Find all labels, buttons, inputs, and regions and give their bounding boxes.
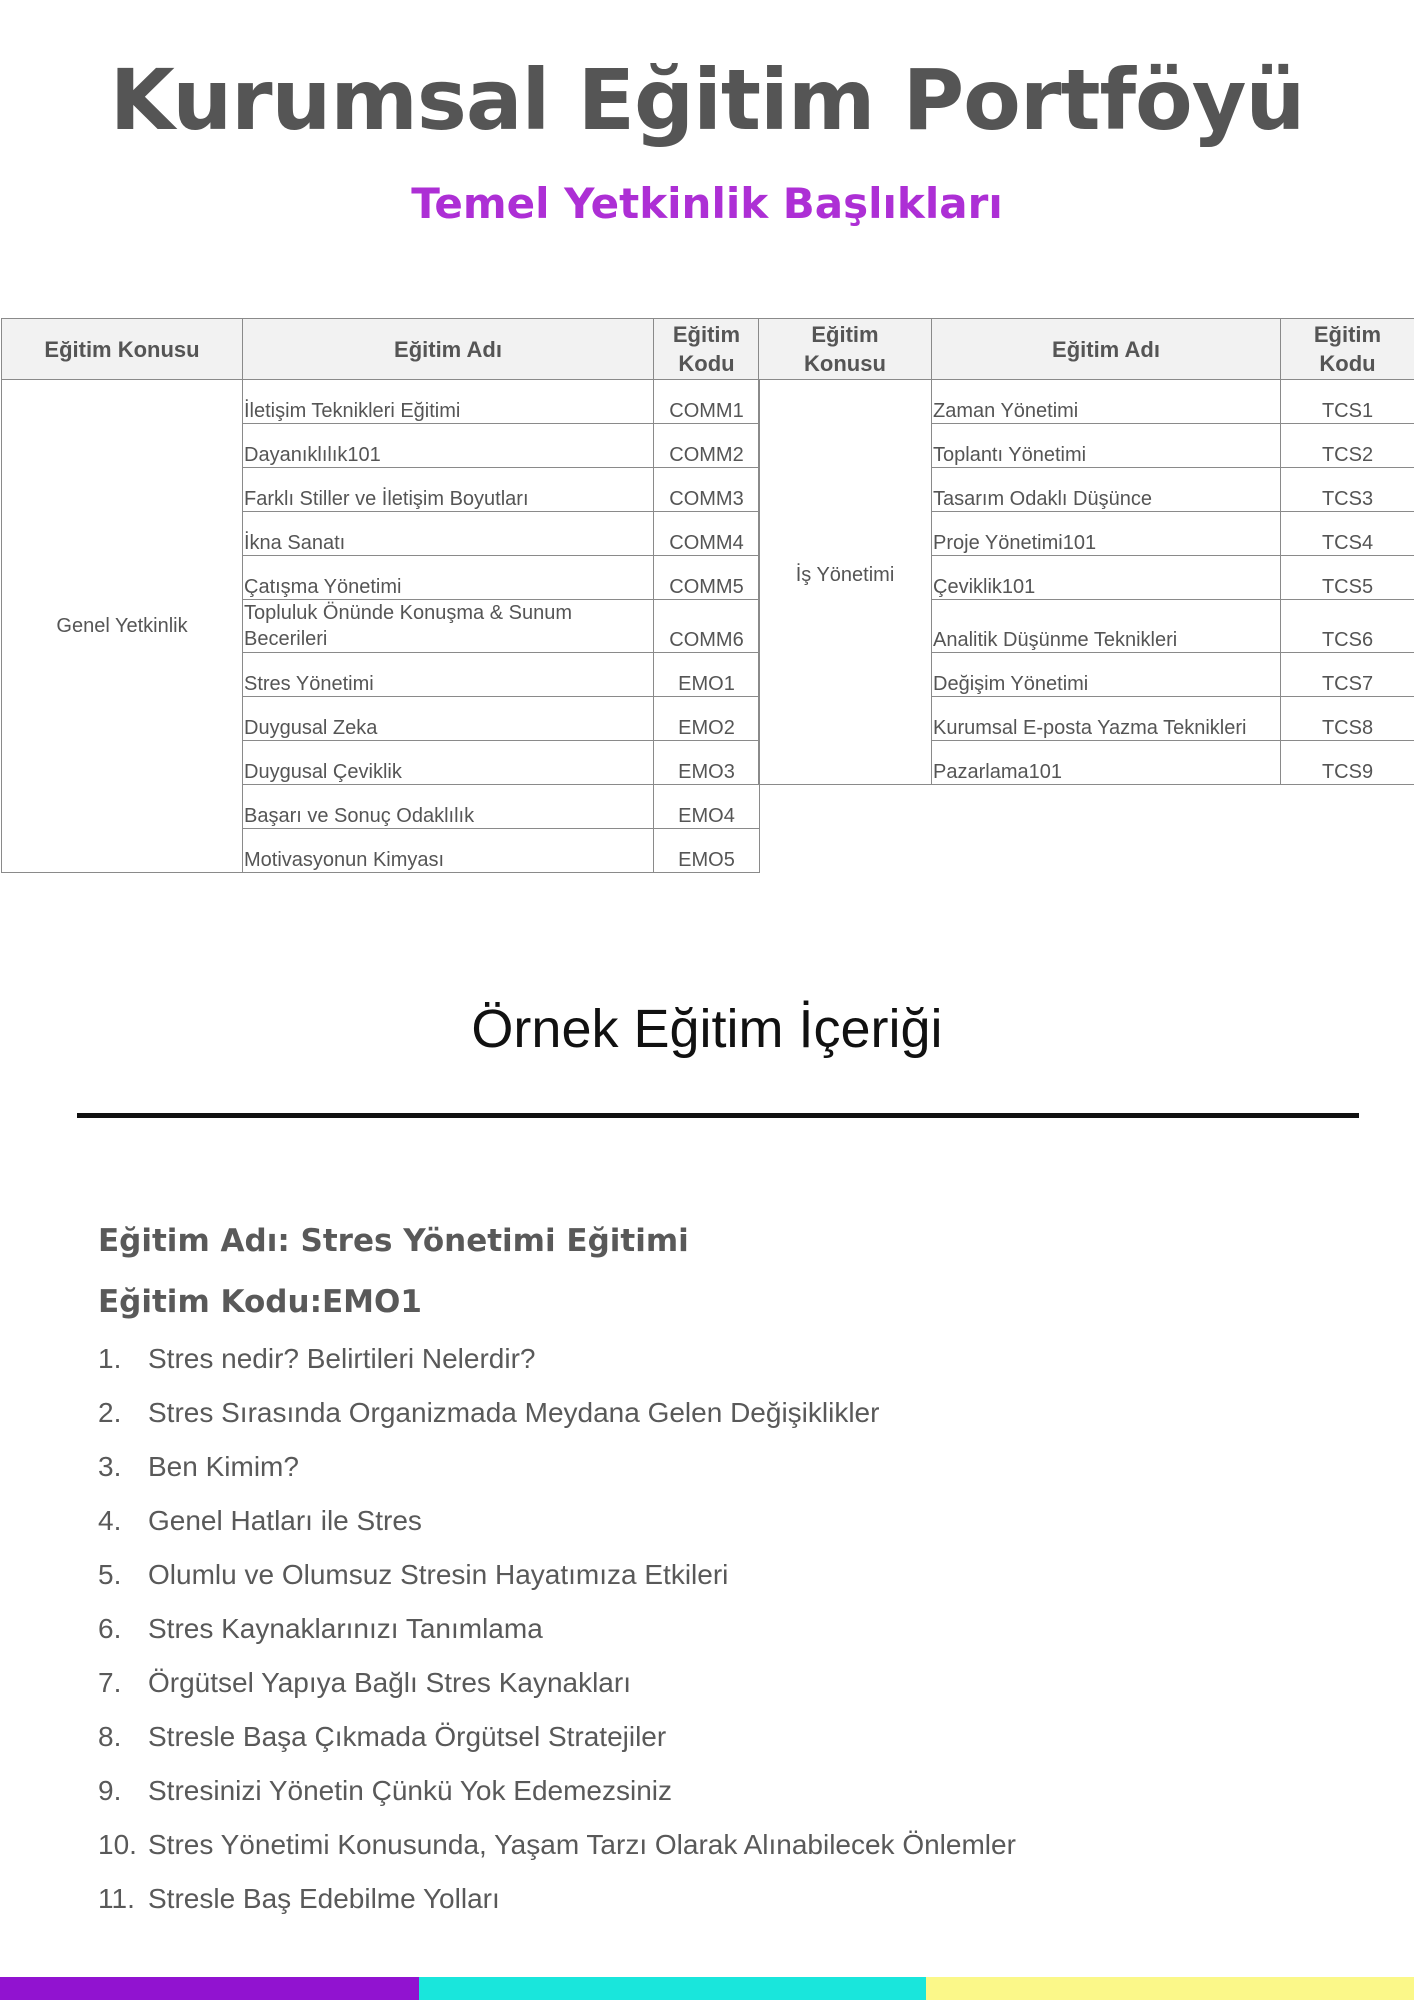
document-title: Kurumsal Eğitim Portföyü (109, 51, 1305, 149)
header-topic: Eğitim Konusu (2, 319, 243, 380)
course-name: Eğitim Adı: Stres Yönetimi Eğitimi (98, 1223, 689, 1259)
course-name-cell: Farklı Stiller ve İletişim Boyutları (243, 468, 654, 512)
list-item-text: Stres Sırasında Organizmada Meydana Gelen Değişiklikler (148, 1397, 880, 1428)
course-name-cell: Değişim Yönetimi (932, 653, 1281, 697)
course-code-cell: TCS5 (1281, 556, 1414, 600)
course-name-cell: Tasarım Odaklı Düşünce (932, 468, 1281, 512)
course-name-cell: Toplantı Yönetimi (932, 424, 1281, 468)
footer-segment-yellow (926, 1977, 1414, 2000)
course-name-cell: İletişim Teknikleri Eğitimi (243, 380, 654, 424)
general-competency-table (1, 318, 760, 873)
course-name-cell: Başarı ve Sonuç Odaklılık (243, 785, 654, 829)
list-item-text: Stresle Başa Çıkmada Örgütsel Stratejiler (148, 1721, 667, 1752)
course-code-cell: EMO1 (654, 653, 760, 697)
course-name-cell: Pazarlama101 (932, 741, 1281, 785)
list-item-text: Genel Hatları ile Stres (148, 1505, 422, 1536)
list-item-number: 10. (98, 1829, 137, 1860)
topic-cell: İş Yönetimi (759, 380, 932, 785)
list-item (98, 1559, 1016, 1613)
list-item-number: 9. (98, 1775, 122, 1806)
course-name-cell: Kurumsal E-posta Yazma Teknikleri (932, 697, 1281, 741)
course-code-cell: TCS8 (1281, 697, 1414, 741)
sample-content-heading: Örnek Eğitim İçeriği (471, 999, 943, 1059)
header-topic-line1: Eğitim (811, 322, 879, 347)
course-name-cell: Çeviklik101 (932, 556, 1281, 600)
list-item-number: 3. (98, 1451, 122, 1482)
topic-list (98, 1343, 1016, 1937)
course-name-line1: Topluluk Önünde Konuşma & Sunum (244, 602, 572, 624)
course-name-cell (243, 600, 654, 653)
list-item (98, 1883, 1016, 1937)
list-item (98, 1505, 1016, 1559)
footer-color-bar (0, 1977, 1414, 2000)
list-item-text: Stresinizi Yönetin Çünkü Yok Edemezsiniz (148, 1775, 673, 1806)
course-name-cell: Stres Yönetimi (243, 653, 654, 697)
header-topic (759, 319, 932, 380)
list-item-text: Ben Kimim? (148, 1451, 299, 1482)
list-item (98, 1343, 1016, 1397)
list-item-text: Stresle Baş Edebilme Yolları (148, 1883, 500, 1914)
list-item-number: 6. (98, 1613, 122, 1644)
course-name-cell: Duygusal Çeviklik (243, 741, 654, 785)
list-item (98, 1613, 1016, 1667)
course-code-cell: COMM6 (654, 600, 760, 653)
course-name-cell: Duygusal Zeka (243, 697, 654, 741)
section-divider (77, 1113, 1359, 1118)
course-code-cell: COMM2 (654, 424, 760, 468)
footer-segment-cyan (419, 1977, 926, 2000)
course-code-cell: EMO3 (654, 741, 760, 785)
header-code-line2: Kodu (1319, 351, 1376, 376)
course-code-cell: COMM4 (654, 512, 760, 556)
course-name-cell: Motivasyonun Kimyası (243, 829, 654, 873)
course-code-cell: EMO2 (654, 697, 760, 741)
table-row (759, 380, 1414, 424)
course-code-cell: COMM3 (654, 468, 760, 512)
header-code (654, 319, 760, 380)
list-item-number: 11. (98, 1883, 135, 1914)
list-item-text: Örgütsel Yapıya Bağlı Stres Kaynakları (148, 1667, 631, 1698)
course-code-cell: COMM1 (654, 380, 760, 424)
business-management-table (758, 318, 1414, 785)
list-item-number: 7. (98, 1667, 122, 1698)
list-item-text: Stres Kaynaklarınızı Tanımlama (148, 1613, 543, 1644)
course-name-cell: Dayanıklılık101 (243, 424, 654, 468)
course-name-cell: Çatışma Yönetimi (243, 556, 654, 600)
course-name-cell: İkna Sanatı (243, 512, 654, 556)
table-header-row (2, 319, 760, 380)
header-topic-line2: Konusu (804, 351, 886, 376)
header-code (1281, 319, 1414, 380)
course-code-cell: TCS1 (1281, 380, 1414, 424)
footer-segment-purple (0, 1977, 419, 2000)
course-code-cell: TCS2 (1281, 424, 1414, 468)
list-item-text: Olumlu ve Olumsuz Stresin Hayatımıza Etkileri (148, 1559, 729, 1590)
list-item (98, 1667, 1016, 1721)
table-header-row (759, 319, 1414, 380)
course-code-cell: TCS9 (1281, 741, 1414, 785)
course-code-cell: EMO4 (654, 785, 760, 829)
header-name: Eğitim Adı (243, 319, 654, 380)
course-name-line2: Becerileri (244, 628, 328, 650)
header-code-line1: Eğitim (672, 322, 741, 347)
header-code-line2: Kodu (678, 351, 735, 376)
table-row (2, 380, 760, 424)
list-item-text: Stres nedir? Belirtileri Nelerdir? (148, 1343, 536, 1374)
list-item (98, 1397, 1016, 1451)
course-code: Eğitim Kodu:EMO1 (98, 1284, 422, 1320)
header-code-line1: Eğitim (1313, 322, 1382, 347)
list-item-number: 1. (98, 1343, 122, 1374)
course-code-cell: TCS4 (1281, 512, 1414, 556)
course-code-cell: TCS3 (1281, 468, 1414, 512)
list-item-number: 4. (98, 1505, 122, 1536)
course-name-cell: Proje Yönetimi101 (932, 512, 1281, 556)
list-item (98, 1721, 1016, 1775)
list-item-number: 5. (98, 1559, 122, 1590)
document-subtitle: Temel Yetkinlik Başlıkları (411, 179, 1003, 228)
course-name-cell: Zaman Yönetimi (932, 380, 1281, 424)
list-item-number: 2. (98, 1397, 122, 1428)
course-name-cell: Analitik Düşünme Teknikleri (932, 600, 1281, 653)
list-item (98, 1451, 1016, 1505)
course-code-cell: COMM5 (654, 556, 760, 600)
list-item (98, 1775, 1016, 1829)
course-code-cell: EMO5 (654, 829, 760, 873)
topic-cell: Genel Yetkinlik (2, 380, 243, 873)
list-item-number: 8. (98, 1721, 122, 1752)
header-name: Eğitim Adı (932, 319, 1281, 380)
course-code-cell: TCS7 (1281, 653, 1414, 697)
course-code-cell: TCS6 (1281, 600, 1414, 653)
list-item (98, 1829, 1016, 1883)
list-item-text: Stres Yönetimi Konusunda, Yaşam Tarzı Olarak Alınabilecek Önlemler (148, 1829, 1016, 1860)
